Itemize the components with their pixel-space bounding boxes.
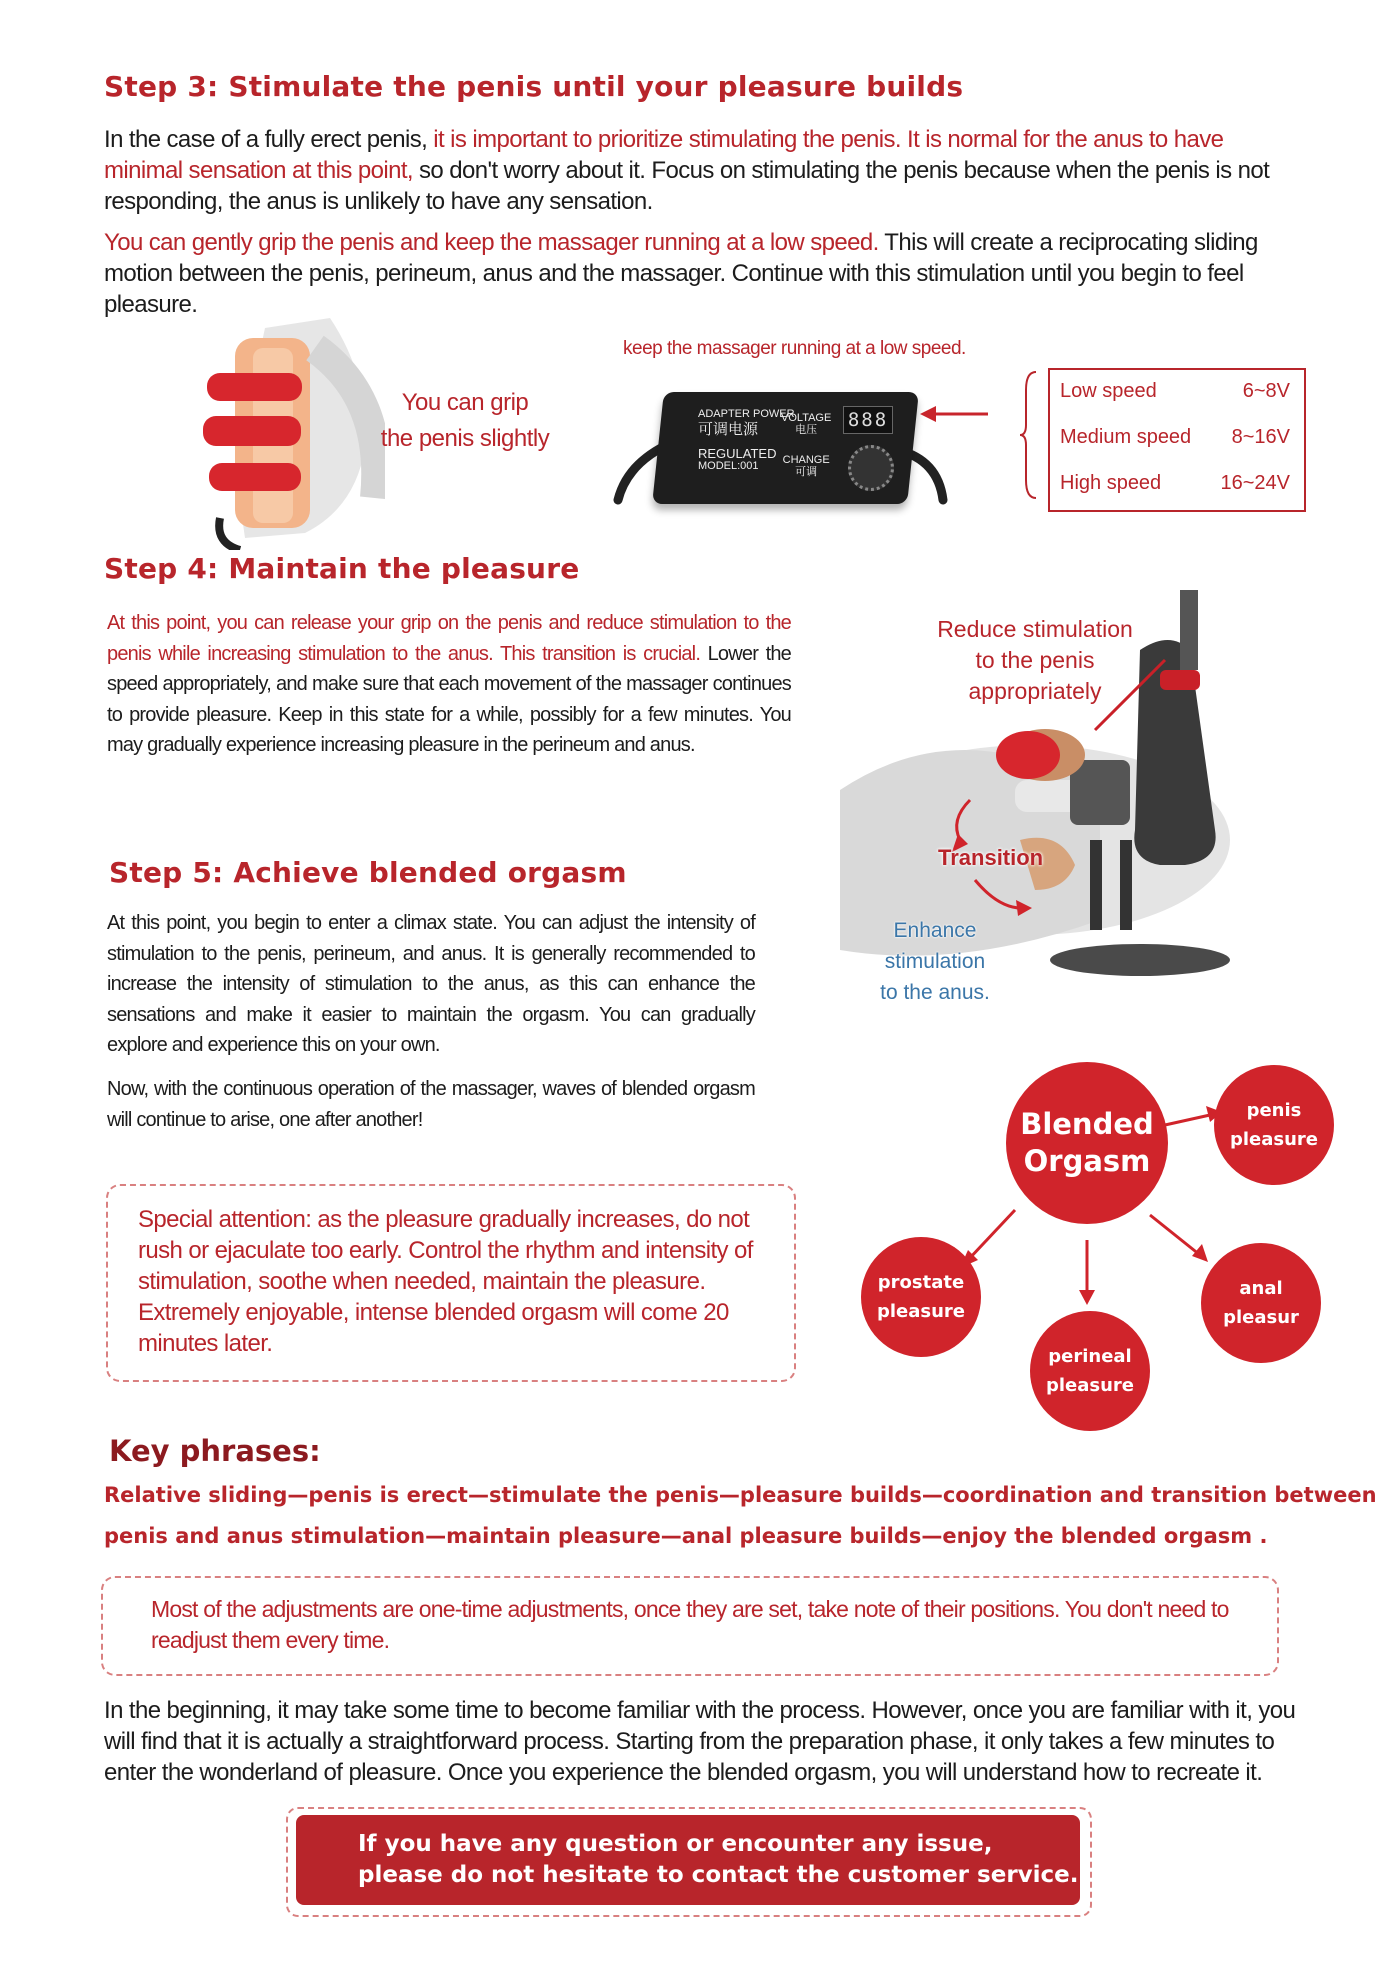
step4-body: Lower the speed appropriately, and make sure that each movement of the massager continues to provide pleasure. Keep in this state for a while, possibly for a few minutes. You may gradually experience increasing pleasure in the perineum and anus. [107,642,792,756]
circle-label: penis [1246,1100,1302,1121]
circle-label: perineal [1048,1346,1132,1367]
voltage-display: 888 [843,406,893,434]
power-adapter-illustration [608,380,948,530]
circle-label: Orgasm [1023,1144,1151,1178]
step3-title: Step 3: Stimulate the penis until your pleasure builds [104,70,964,103]
adapter-text-4: 电压 [795,424,818,436]
adapter-text-5: REGULATED [698,446,777,461]
transition-label: Transition [938,845,1044,870]
speed-table [1048,368,1306,512]
circle-label: pleasure [1229,1129,1319,1150]
voltage-knob[interactable] [848,445,894,491]
speed-label: Low speed [1060,380,1157,402]
step3-paragraph-2 [104,227,1304,320]
speed-value: 6~8V [1242,380,1290,402]
reduce-line-3: appropriately [968,678,1102,704]
step3-p1-text-rest: so don't worry about it. Focus on stimulating the penis because when the penis is not responding, the anus is unlikely to have any sensation. [104,157,1270,215]
reduce-stimulation-label [925,614,1145,707]
key-phrases-line-2: penis and anus stimulation—maintain pleasure—anal pleasure builds—enjoy the blended orgasm . [104,1524,1268,1548]
brace-icon [1018,370,1038,500]
step4-paragraph [107,608,791,761]
reduce-line-1: Reduce stimulation [937,616,1133,642]
adapter-text-3: VOLTAGE [781,412,832,424]
enhance-stimulation-label [880,915,990,1008]
speed-row-medium [1060,426,1294,449]
step3-p2-highlight: You can gently grip the penis and keep the massager running at a low speed. [104,229,879,256]
step5-title: Step 5: Achieve blended orgasm [109,856,627,889]
grip-caption-line-2: the penis slightly [380,425,550,452]
cta-line-1: If you have any question or encounter any issue, [358,1831,993,1857]
speed-row-high [1060,472,1294,495]
step3-p2-text: This will create a reciprocating sliding motion between the penis, perineum, anus and the massager. Continue with this stimulation until you begin to feel pleasure. [104,229,1258,318]
adapter-text-8: 可调 [795,466,818,478]
step3-paragraph-1 [104,124,1304,217]
blended-orgasm-circle [1006,1062,1168,1224]
speed-value: 16~24V [1220,472,1290,494]
circle-label: pleasur [1223,1307,1299,1328]
adapter-text-1: ADAPTER POWER [698,408,795,420]
closing-paragraph: In the beginning, it may take some time to become familiar with the process. However, once you are familiar with it, you will find that it is actually a straightforward process. Starting from the preparation phase, it only takes a few minutes to enter the wonderland of pleasure. Once you experience the blended orgasm, you will understand how to recreate it. [104,1697,1296,1786]
key-phrases-title: Key phrases: [109,1434,321,1468]
step3-p1-highlight: it is important to prioritize stimulating the penis. It is normal for the anus to have minimal sensation at this point, [104,126,1224,184]
arrow-left-icon [918,402,990,426]
circle-label: anal [1239,1278,1283,1299]
step3-p1-text: In the case of a fully erect penis, [104,126,434,153]
step5-paragraph-2: Now, with the continuous operation of the massager, waves of blended orgasm will continue to arise, one after another! [107,1078,755,1131]
speed-row-low [1060,380,1294,403]
step4-lead: At this point, you can release your grip on the penis and reduce stimulation to the penis while increasing stimulation to the anus. This transition is crucial. [107,612,791,665]
step5-paragraph-1: At this point, you begin to enter a climax state. You can adjust the intensity of stimulation to the penis, perineum, and anus. It is generally recommended to increase the intensity of stimulation to the anus, as this can enhance the sensations and make it easier to maintain the orgasm. You can gradually explore and experience this on your own. [107,912,755,1056]
note-text: Most of the adjustments are one-time adjustments, once they are set, take note of their positions. You don't need to readjust them every time. [151,1596,1229,1653]
adapter-text-6: MODEL:001 [698,460,759,472]
perineal-pleasure-circle [1030,1311,1150,1431]
adapter-text-7: CHANGE [782,454,830,466]
anal-pleasure-circle [1201,1243,1321,1363]
note-box [101,1576,1279,1676]
circle-label: Blended [1020,1107,1154,1141]
speed-value: 8~16V [1231,426,1290,448]
adapter-text-2: 可调电源 [698,421,759,438]
special-attention-box [106,1184,796,1382]
adapter-caption: keep the massager running at a low speed. [623,338,966,359]
grip-caption [370,385,560,457]
transition-illustration [840,590,1310,1010]
key-phrases-line-1: Relative sliding—penis is erect—stimulate the penis—pleasure builds—coordination and transition between [104,1483,1377,1507]
hand-grip-illustration [195,318,385,550]
circle-label: pleasure [1045,1375,1135,1396]
grip-caption-line-1: You can grip [401,389,529,416]
contact-customer-service-banner[interactable] [296,1815,1080,1905]
speed-label: Medium speed [1060,426,1192,448]
penis-pleasure-circle [1214,1065,1334,1185]
cta-line-2: please do not hesitate to contact the customer service. [358,1862,1079,1888]
special-attention-text: Special attention: as the pleasure gradually increases, do not rush or ejaculate too early. Control the rhythm and intensity of stimulation, soothe when needed, maintain the pleasure. Extremely enjoyable, intense blended orgasm will come 20 minutes later. [138,1206,753,1357]
adapter-label-mid [781,412,831,478]
circle-label: pleasure [876,1301,966,1322]
prostate-pleasure-circle [861,1237,981,1357]
speed-label: High speed [1060,472,1162,494]
circle-label: prostate [877,1272,965,1293]
reduce-line-2: to the penis [975,647,1095,673]
enhance-line-3: to the anus. [880,981,990,1004]
enhance-line-1: Enhance [893,919,977,942]
step4-title: Step 4: Maintain the pleasure [104,552,580,585]
enhance-line-2: stimulation [884,950,986,973]
